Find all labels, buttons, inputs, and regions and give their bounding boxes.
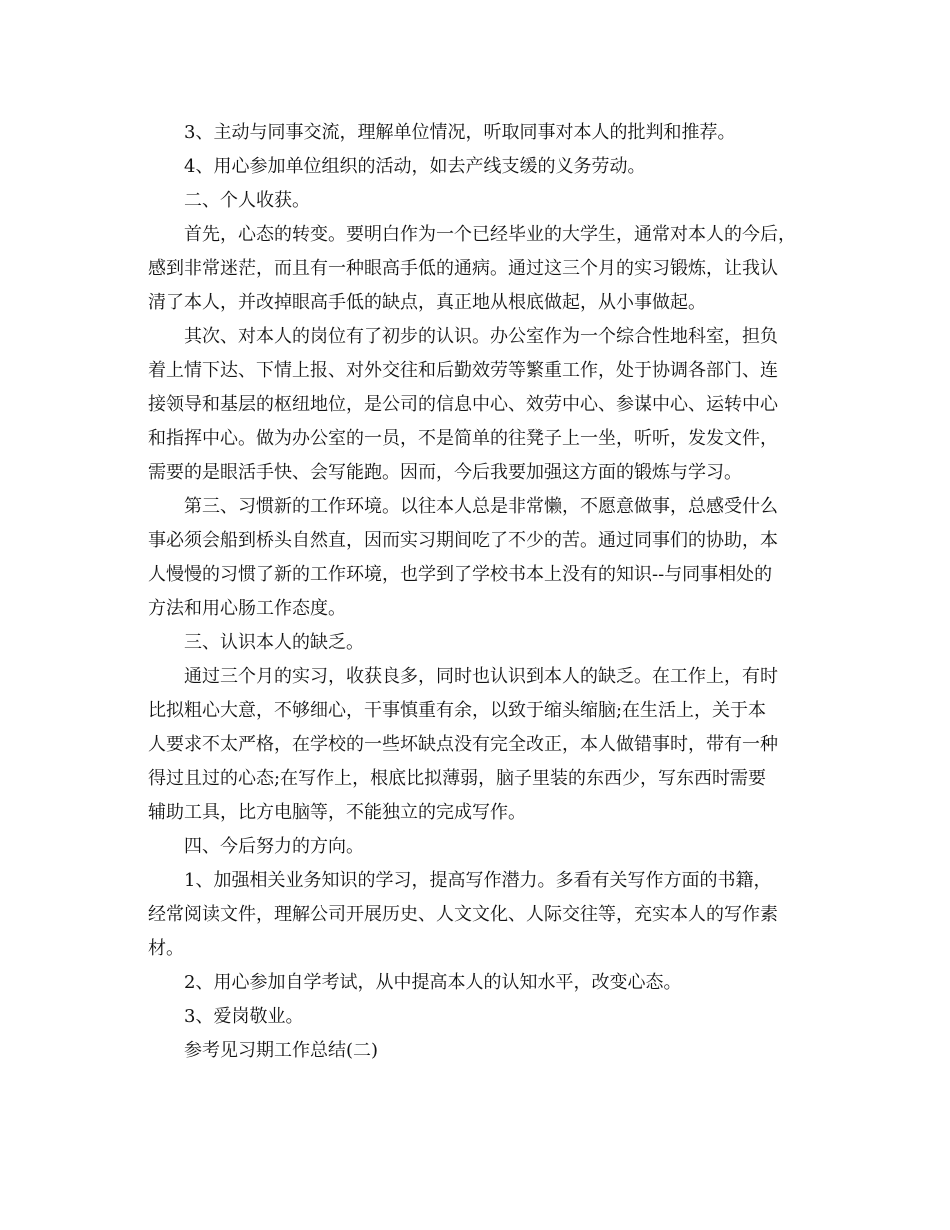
text-line: 材。 [148, 938, 184, 959]
text-line: 感到非常迷茫，而且有一种眼高手低的通病。通过这三个月的实习锻炼，让我认 [148, 258, 778, 279]
text-line: 得过且过的心态;在写作上，根底比拟薄弱，脑子里装的东西少，写东西时需要 [148, 768, 767, 789]
text-line: 人慢慢的习惯了新的工作环境，也学到了学校书本上没有的知识--与同事相处的 [148, 564, 773, 585]
text-line: 比拟粗心大意，不够细心，干事慎重有余，以致于缩头缩脑;在生活上，关于本 [148, 700, 767, 721]
text-line: 3、主动与同事交流，理解单位情况，听取同事对本人的批判和推荐。 [184, 122, 736, 143]
text-line: 第三、习惯新的工作环境。以往本人总是非常懒，不愿意做事，总感受什么 [184, 496, 778, 517]
text-line: 通过三个月的实习，收获良多，同时也认识到本人的缺乏。在工作上，有时 [184, 666, 778, 687]
text-line: 辅助工具，比方电脑等，不能独立的完成写作。 [148, 802, 526, 823]
text-line: 经常阅读文件，理解公司开展历史、人文文化、人际交往等，充实本人的写作素 [148, 904, 778, 925]
text-line: 二、个人收获。 [184, 190, 310, 211]
text-line: 着上情下达、下情上报、对外交往和后勤效劳等繁重工作，处于协调各部门、连 [148, 360, 778, 381]
text-line: 3、爱岗敬业。 [184, 1006, 304, 1027]
text-line: 2、用心参加自学考试，从中提高本人的认知水平，改变心态。 [184, 972, 682, 993]
text-line: 方法和用心肠工作态度。 [148, 598, 346, 619]
text-line: 首先，心态的转变。要明白作为一个已经毕业的大学生，通常对本人的今后， [184, 224, 796, 245]
text-line: 三、认识本人的缺乏。 [184, 632, 364, 653]
text-line: 四、今后努力的方向。 [184, 836, 364, 857]
text-line: 1、加强相关业务知识的学习，提高写作潜力。多看有关写作方面的书籍， [184, 870, 772, 891]
text-line: 参考见习期工作总结(二) [184, 1040, 379, 1061]
text-line: 4、用心参加单位组织的活动，如去产线支缓的义务劳动。 [184, 156, 646, 177]
text-line: 需要的是眼活手快、会写能跑。因而，今后我要加强这方面的锻炼与学习。 [148, 462, 742, 483]
text-line: 其次、对本人的岗位有了初步的认识。办公室作为一个综合性地科室，担负 [184, 326, 778, 347]
document-body [148, 116, 808, 1068]
text-line: 清了本人，并改掉眼高手低的缺点，真正地从根底做起，从小事做起。 [148, 292, 706, 313]
text-line: 人要求不太严格，在学校的一些坏缺点没有完全改正，本人做错事时，带有一种 [148, 734, 778, 755]
text-line: 接领导和基层的枢纽地位，是公司的信息中心、效劳中心、参谋中心、运转中心 [148, 394, 778, 415]
text-line: 和指挥中心。做为办公室的一员，不是简单的往凳子上一坐，听听，发发文件， [148, 428, 778, 449]
text-line: 事必须会船到桥头自然直，因而实习期间吃了不少的苦。通过同事们的协助，本 [148, 530, 778, 551]
